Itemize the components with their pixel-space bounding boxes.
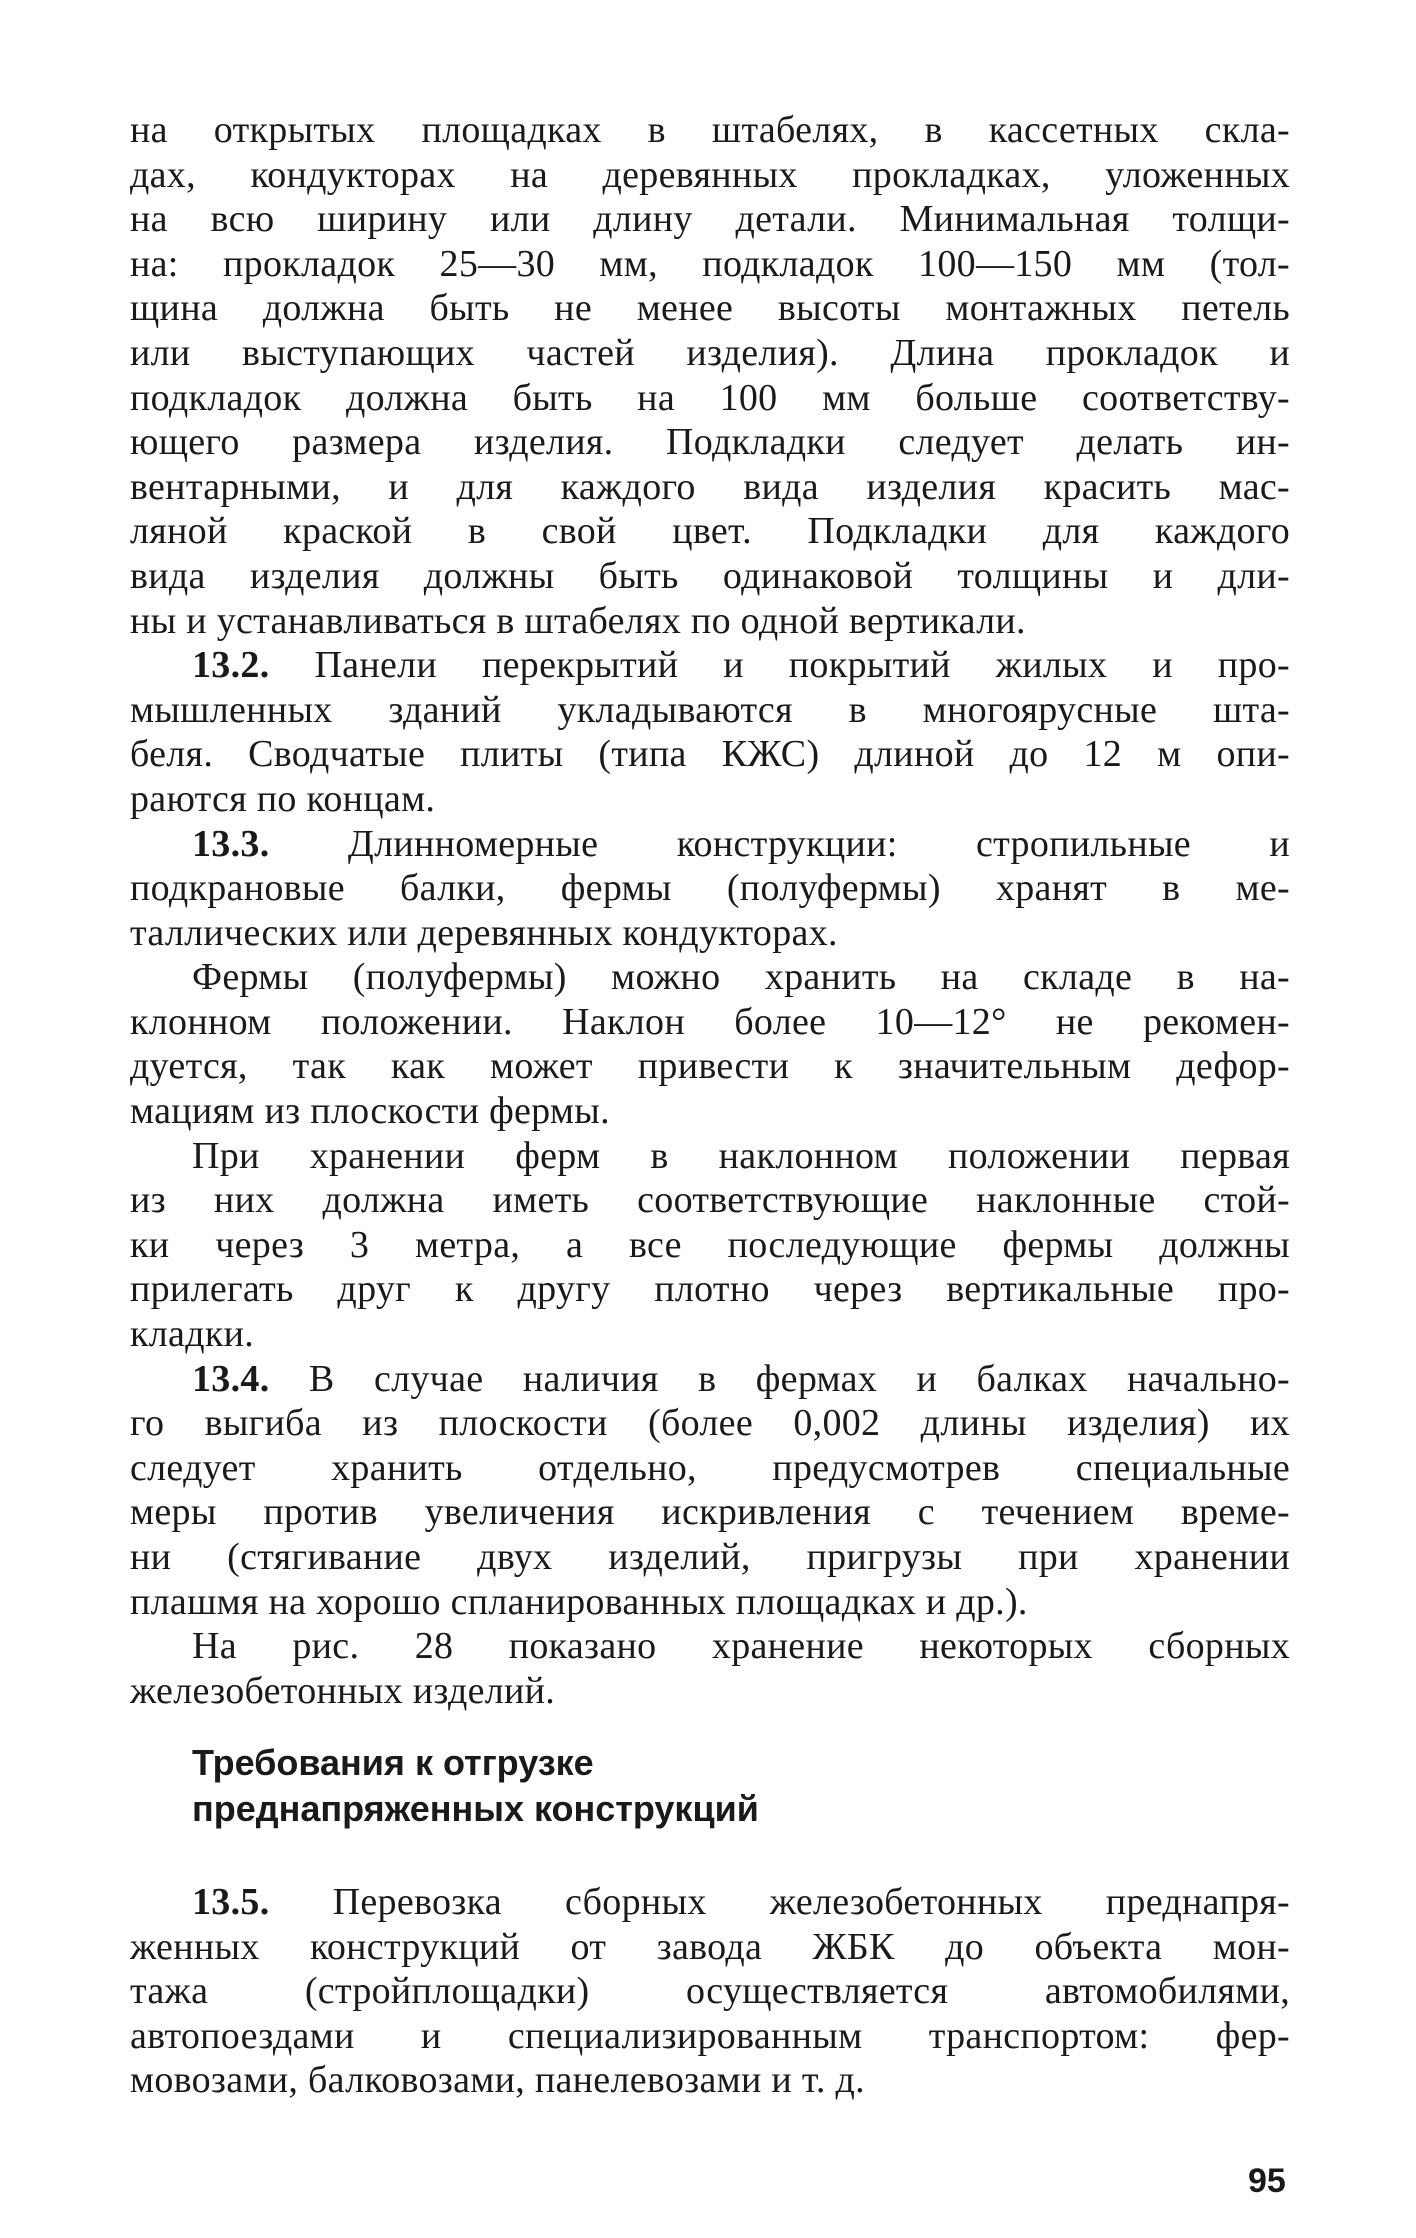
paragraph-13-4-first-line xyxy=(130,1357,1290,1402)
text-line: женных конструкций от завода ЖБК до объекта мон- xyxy=(130,1925,1290,1968)
text-line: раются по концам. xyxy=(130,777,436,820)
text-line: ны и устанавливаться в штабелях по одной вертикали. xyxy=(130,599,1026,642)
paragraph-number: 13.3. xyxy=(192,822,270,865)
text-line: автопоездами и специализированным транспортом: фер- xyxy=(130,2014,1290,2057)
text-line: беля. Сводчатые плиты (типа КЖС) длиной до 12 м опи- xyxy=(130,733,1290,776)
text-line: прилегать друг к другу плотно через вертикальные про- xyxy=(130,1268,1290,1311)
text-line: железобетонных изделий. xyxy=(130,1669,556,1712)
text-line: тажа (стройплощадки) осуществляется автомобилями, xyxy=(130,1970,1290,2013)
main-text xyxy=(130,108,1290,1713)
text-fragment: Панели перекрытий и покрытий жилых и про- xyxy=(314,644,1290,687)
text-line: мовозами, балковозами, панелевозами и т. д. xyxy=(130,2059,865,2102)
paragraph-13-5-first-line xyxy=(130,1880,1290,1925)
text-line: ни (стягивание двух изделий, пригрузы при хранении xyxy=(130,1536,1290,1578)
text-line: кладки. xyxy=(130,1313,255,1356)
text-line: на открытых площадках в штабелях, в кассетных скла- xyxy=(130,109,1290,151)
text-fragment: В случае наличия в фермах и балках начально- xyxy=(308,1357,1290,1400)
text-line: ляной краской в свой цвет. Подкладки для каждого xyxy=(130,510,1290,553)
text-line: го выгиба из плоскости (более 0,002 длины изделия) их xyxy=(130,1402,1290,1445)
paragraph-13-3-first-line xyxy=(130,822,1290,867)
text-line: таллических или деревянных кондукторах. xyxy=(130,911,838,954)
text-line: вентарными, и для каждого вида изделия красить мас- xyxy=(130,465,1290,508)
text-line: мышленных зданий укладываются в многоярусные шта- xyxy=(130,688,1290,731)
text-line: клонном положении. Наклон более 10—12° не рекомен- xyxy=(130,1000,1290,1043)
paragraph-number: 13.2. xyxy=(192,644,270,687)
text-line: При хранении ферм в наклонном положении первая xyxy=(192,1134,1290,1177)
text-line: из них должна иметь соответствующие наклонные стой- xyxy=(130,1179,1290,1222)
text-line: плашмя на хорошо спланированных площадках и др.). xyxy=(130,1580,1028,1623)
text-fragment: Перевозка сборных железобетонных преднапря- xyxy=(332,1881,1290,1923)
section-text xyxy=(130,1880,1290,2103)
text-line: следует хранить отдельно, предусмотрев специальные xyxy=(130,1446,1290,1489)
text-line: На рис. 28 показано хранение некоторых сборных xyxy=(192,1625,1290,1668)
text-line: подкрановые балки, фермы (полуфермы) хранят в ме- xyxy=(130,867,1290,910)
text-line: щина должна быть не менее высоты монтажных петель xyxy=(130,287,1290,330)
text-line: дуется, так как может привести к значительным дефор- xyxy=(130,1045,1290,1088)
text-line: подкладок должна быть на 100 мм больше соответству- xyxy=(130,376,1290,419)
text-line: ющего размера изделия. Подкладки следует делать ин- xyxy=(130,421,1290,464)
text-line: вида изделия должны быть одинаковой толщины и дли- xyxy=(130,554,1290,597)
text-line: ки через 3 метра, а все последующие фермы должны xyxy=(130,1223,1290,1266)
text-fragment: Длинномерные конструкции: стропильные и xyxy=(347,822,1290,865)
section-heading-line: Требования к отгрузке xyxy=(192,1742,594,1783)
text-line: мациям из плоскости фермы. xyxy=(130,1090,610,1133)
paragraph-13-2-first-line xyxy=(130,643,1290,688)
paragraph-number: 13.5. xyxy=(192,1881,270,1923)
paragraph-number: 13.4. xyxy=(192,1357,270,1400)
section-heading xyxy=(192,1740,1192,1832)
text-line: Фермы (полуфермы) можно хранить на складе в на- xyxy=(192,956,1290,999)
text-line: меры против увеличения искривления с течением време- xyxy=(130,1491,1290,1534)
text-line: или выступающих частей изделия). Длина прокладок и xyxy=(130,331,1290,374)
section-heading-line: преднапряженных конструкций xyxy=(192,1788,759,1829)
page-number: 95 xyxy=(1248,2162,1286,2200)
text-line: на: прокладок 25—30 мм, подкладок 100—150 мм (тол- xyxy=(130,242,1290,285)
text-line: на всю ширину или длину детали. Минимальная толщи- xyxy=(130,198,1290,241)
text-line: дах, кондукторах на деревянных прокладках, уложенных xyxy=(130,153,1290,196)
